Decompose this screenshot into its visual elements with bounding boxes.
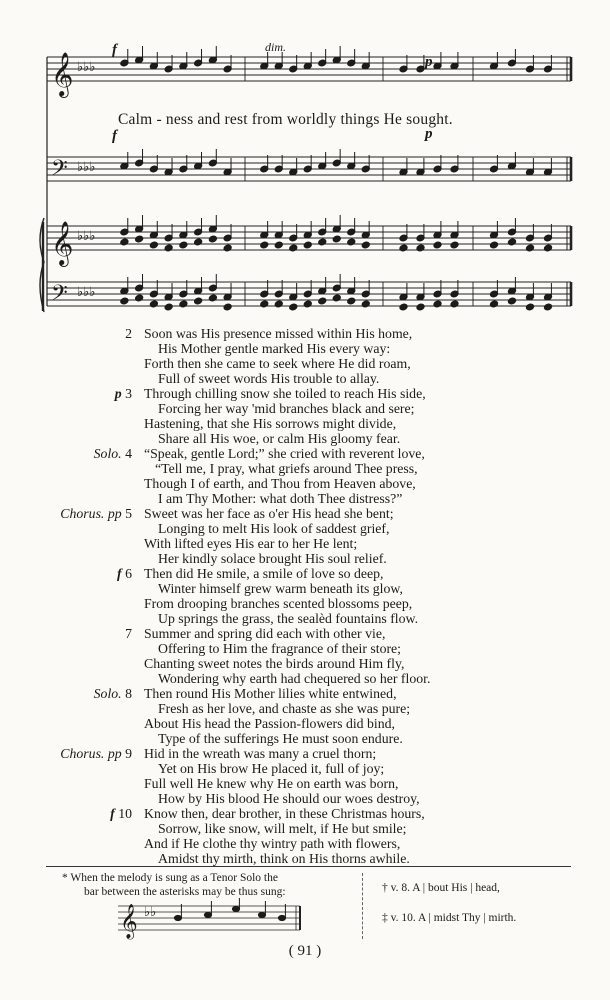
verse-line: Hastening, that she His sorrows might divide, — [144, 416, 397, 431]
verse-line: Then round His Mother lilies white entwined, — [144, 686, 397, 701]
verse-line: Though I of earth, and Thou from Heaven above, — [144, 476, 416, 491]
footnote-rule — [46, 866, 571, 867]
svg-text:♭♭♭: ♭♭♭ — [77, 229, 96, 244]
page-number: ( 91 ) — [288, 943, 322, 959]
verse-line: I am Thy Mother: what doth Thee distress?” — [158, 491, 403, 506]
svg-text:♭♭♭: ♭♭♭ — [77, 160, 96, 175]
svg-text:𝄞: 𝄞 — [51, 52, 74, 96]
verse-line: With lifted eyes His ear to her He lent; — [144, 536, 358, 551]
verse-line: Then did He smile, a smile of love so deep, — [144, 566, 384, 581]
verse-marker: Chorus. pp 5 — [60, 506, 132, 521]
verse-5 — [0, 506, 610, 566]
svg-text:𝄞: 𝄞 — [51, 221, 74, 265]
verse-6 — [0, 566, 610, 626]
verse-marker: 7 — [125, 626, 132, 641]
dynamic-forte-bass: f — [112, 128, 117, 144]
svg-text:𝄢: 𝄢 — [51, 156, 68, 186]
footnote-variant: ‡ v. 10. A | midst Thy | mirth. — [382, 912, 517, 924]
verse-3 — [0, 386, 610, 446]
svg-text:♭♭♭: ♭♭♭ — [77, 60, 96, 75]
footnote-line: bar between the asterisks may be thus sung: — [84, 885, 286, 898]
verse-marker: 2 — [125, 326, 132, 341]
dynamic-dim: dim. — [265, 40, 286, 54]
verse-line: Up springs the grass, the sealèd fountains flow. — [158, 611, 419, 626]
footnote-music-example — [118, 898, 308, 942]
verse-9 — [0, 746, 610, 806]
verse-marker: Solo. 4 — [93, 446, 132, 461]
verse-line: Chanting sweet notes the birds around Him fly, — [144, 656, 405, 671]
dynamic-forte: f — [112, 42, 117, 58]
verse-line: Forcing her way 'mid branches black and sere; — [158, 401, 415, 416]
verse-marker: Chorus. pp 9 — [60, 746, 132, 761]
verse-line: Full of sweet words His trouble to allay. — [158, 371, 380, 386]
verse-marker: Solo. 8 — [93, 686, 132, 701]
verse-7 — [0, 626, 610, 686]
svg-text:♭♭♭: ♭♭♭ — [77, 285, 96, 300]
verse-marker: p 3 — [114, 386, 132, 401]
verse-8 — [0, 686, 610, 746]
verse-line: Longing to melt His look of saddest grief, — [158, 521, 390, 536]
footnote-variant: † v. 8. A | bout His | head, — [382, 882, 500, 894]
verse-line: How by His blood He should our woes destroy, — [158, 791, 420, 806]
verse-line: Her kindly solace brought His soul relief. — [158, 551, 387, 566]
svg-text:♭♭: ♭♭ — [144, 905, 157, 920]
verse-line: His Mother gentle marked His every way: — [158, 341, 391, 356]
verse-marker: f 10 — [110, 806, 132, 821]
verse-line: Soon was His presence missed within His home, — [144, 326, 413, 341]
verse-line: Sorrow, like snow, will melt, if He but smile; — [158, 821, 407, 836]
verse-4 — [0, 446, 610, 506]
note-heads — [120, 46, 553, 311]
verse-line: Full well He knew why He on earth was born, — [144, 776, 399, 791]
verse-line: “Tell me, I pray, what griefs around Thee press, — [155, 461, 418, 476]
dynamic-piano: p — [425, 54, 433, 70]
footnote-line: * When the melody is sung as a Tenor Solo the — [62, 872, 278, 884]
verse-marker: f 6 — [117, 566, 132, 581]
verse-10 — [0, 806, 610, 866]
verse-line: Sweet was her face as o'er His head she bent; — [144, 506, 394, 521]
verse-line: From drooping branches scented blossoms peep, — [144, 596, 413, 611]
clefs-and-signatures — [51, 52, 95, 311]
verse-line: Offering to Him the fragrance of their store; — [158, 641, 402, 656]
verse-line: Type of the sufferings He must soon endure. — [158, 731, 403, 746]
verse-line: Fresh as her love, and chaste as she was pure; — [158, 701, 411, 716]
score-lyrics: Calm - ness and rest from worldly things He sought. — [118, 111, 453, 128]
verse-line: Wondering why earth had chequered so her floor. — [158, 671, 431, 686]
verse-line: Share all His woe, or calm His gloomy fear. — [158, 431, 401, 446]
verse-line: “Speak, gentle Lord;” she cried with reverent love, — [144, 446, 425, 461]
footnote-divider — [362, 873, 363, 939]
verse-line: Yet on His brow He placed it, full of joy; — [158, 761, 385, 776]
verse-2 — [0, 326, 610, 386]
verse-line: Amidst thy mirth, think on His thorns awhile. — [158, 851, 410, 866]
verse-line: And if He clothe thy wintry path with flowers, — [144, 836, 401, 851]
music-score — [0, 0, 610, 325]
verse-line: Forth then she came to seek where He did roam, — [144, 356, 411, 371]
verse-line: Through chilling snow she toiled to reach His side, — [144, 386, 426, 401]
footnote — [62, 872, 286, 899]
verse-line: Winter himself grew warm beneath its glow, — [158, 581, 403, 596]
dynamic-piano-bass: p — [425, 126, 433, 142]
verse-line: Summer and spring did each with other vie, — [144, 626, 386, 641]
verse-line: About His head the Passion-flowers did bind, — [144, 716, 395, 731]
svg-text:𝄞: 𝄞 — [120, 904, 138, 939]
verse-line: Hid in the wreath was many a cruel thorn; — [144, 746, 377, 761]
verse-line: Know then, dear brother, in these Christmas hours, — [144, 806, 425, 821]
svg-text:𝄢: 𝄢 — [51, 281, 68, 311]
staff-lines — [40, 57, 571, 312]
